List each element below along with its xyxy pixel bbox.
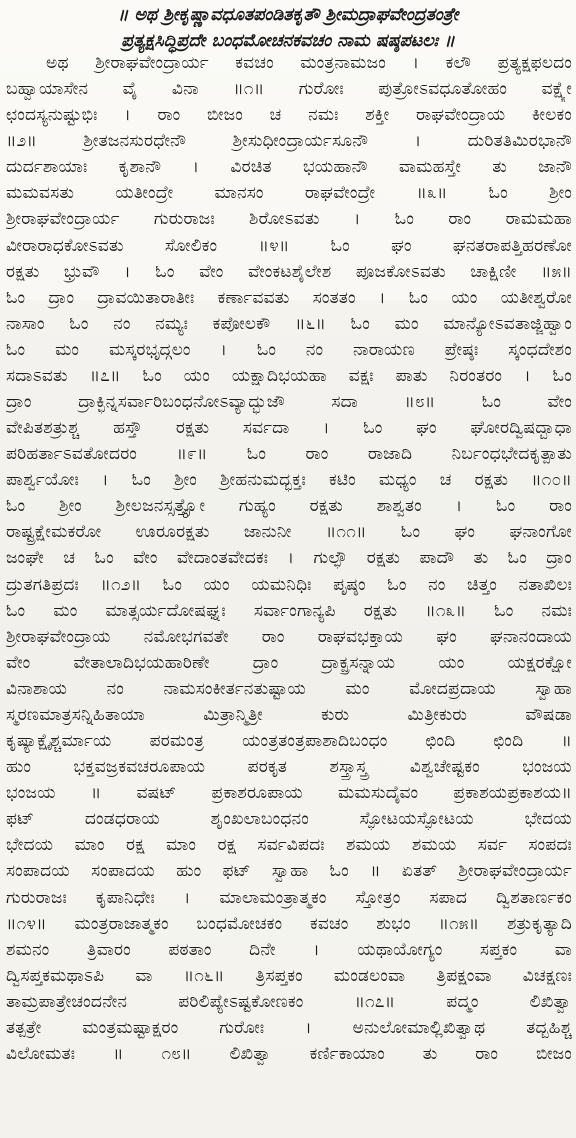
text-line: ರಾಷ್ಟ್ರಕ್ಷೇಮಕರೋ ಊರೂರಕ್ಷತು ಜಾನುನೀ ॥೧೧॥ ಓಂ ಘಂ ಘನಾಂಗೋ bbox=[6, 522, 572, 543]
text-line: ದ್ವಿಸಪ್ತಕಮಥಾಽಪಿ ವಾ ॥೧೬॥ ತ್ರಿಸಪ್ತಕಂ ಮಂಡಲಂವಾ ತ್ರಿಪಕ್ಷಂವಾ ವಿಚಕ್ಷಣಃ bbox=[6, 965, 572, 986]
text-line: ॥೧೪॥ ಮಂತ್ರರಾಜಾತ್ಮಕಂ ಬಂಧಮೋಚಕಂ ಕವಚಂ ಶುಭಂ ॥೧೫॥ ಶತ್ರುಕೃತ್ಯಾದಿ bbox=[6, 913, 572, 934]
text-line: ಪಾರ್ಶ್ವಯೋಃ । ಓಂ ಶ್ರೀಂ ಶ್ರೀಹನುಮದ್ಭಕ್ತಃ ಕಟಿಂ ಮಧ್ಯಂ ಚ ರಕ್ಷತು ॥೧೦॥ bbox=[6, 470, 572, 491]
text-line: ವೇಂ ವೇತಾಲಾದಿಭಯಹಾರಿಣೇ ದ್ರಾಂ ದ್ರಾಕ್ಪ್ರಸನ್ನಾಯ ಯಂ ಯಕ್ಷರಕ್ಷೋ bbox=[6, 652, 572, 673]
text-line: ಓಂ ಮಂ ಮಾತ್ಸರ್ಯದೋಷಘ್ನಃ ಸರ್ವಾಂಗಾನ್ಯಪಿ ರಕ್ಷತು ॥೧೩॥ ಓಂ ನಮಃ bbox=[6, 600, 572, 621]
text-line: ವೀರಾರಾಧಕೋಽವತು ಸೋಲಿಕಂ ॥೪॥ ಓಂ ಘಂ ಘನತರಾಪತ್ತಿಹರಣೋ bbox=[6, 235, 572, 256]
text-line: ಶಮನಂ ತ್ರಿವಾರಂ ಪಠತಾಂ ದಿನೇ । ಯಥಾಯೋಗ್ಯಂ ಸಪ್ತಕಂ ವಾ bbox=[6, 939, 572, 960]
text-line: ಓಂ ದ್ರಾಂ ದ್ರಾವಯಿತಾರಾತೀಃ ಕರ್ಣಾವವತು ಸಂತತಂ । ಓಂ ಯಂ ಯತೀಶ್ವರೋ bbox=[6, 287, 572, 308]
text-line: ಸ್ಮರಣಮಾತ್ರಸನ್ನಿಹಿತಾಯಾ ಮಿತ್ರಾನ್ಮಿತ್ರೀ ಕುರು ಮಿತ್ರೀಕುರು ವೌಷಡಾ bbox=[6, 704, 572, 725]
text-line: ದ್ರಾಂ ದ್ರಾಕ್ಛಿನ್ನಸರ್ವಾರಿಬಂಧನೋಽವ್ಯಾದ್ಭುಜೌ ಸದಾ ॥೮॥ ಓಂ ವೇಂ bbox=[6, 392, 572, 413]
text-line: ಶ್ರೀರಾಘವೇಂದ್ರಾಯ ನಮೋಭಗವತೇ ರಾಂ ರಾಘವಭಕ್ತಾಯ ಘಂ ಘನಾನಂದಾಯ bbox=[6, 626, 572, 647]
text-line: ॥೨॥ ಶ್ರೀತಜನಸುರಧೇನೌ ಶ್ರೀಸುಧೀಂದ್ರಾರ್ಯಸೂನೌ । ದುರಿತತಿಮಿರಭಾನೌ bbox=[6, 131, 572, 152]
text-line: ಗುರುರಾಜಃ ಕೃಪಾನಿಧೇಃ । ಮಾಲಾಮಂತ್ರಾತ್ಮಕಂ ಸ್ತೋತ್ರಂ ಸಪಾದ ದ್ವಿಶತಾರ್ಣಕಂ bbox=[6, 887, 572, 908]
text-line bbox=[6, 1067, 572, 1093]
text-line: ಓಂ ಮಂ ಮಸ್ಕರಭೃದ್ಗಲಂ । ಓಂ ನಂ ನಾರಾಯಣ ಪ್ರೇಷ್ಠಃ ಸ್ಕಂಧದೇಶಂ bbox=[6, 339, 572, 360]
text-line: ತಾಮ್ರಪಾತ್ರೇಚಂದನೇನ ಪರಿಲಿಪ್ಯೇಽಷ್ಟಕೋಣಕಂ ॥೧೭॥ ಪದ್ಮಂ ಲಿಖಿತ್ವಾ bbox=[6, 991, 572, 1012]
text-line: ಶ್ರೀರಾಘವೇಂದ್ರಾರ್ಯ ಗುರುರಾಜಃ ಶಿರೋಽವತು । ಓಂ ರಾಂ ರಾಮಮಹಾ bbox=[6, 209, 572, 230]
text-line: ಓಂ ಶ್ರೀಂ ಶ್ರೀಲಜನಸ್ಸತ್ಸ್ತ್ಯೋ ಗುಹ್ಯಂ ರಕ್ಷತು ಶಾಶ್ವತಂ । ಓಂ ರಾಂ bbox=[6, 496, 572, 517]
text-line: ವಿಲೋಮತಃ ॥ ೧೮॥ ಲಿಖಿತ್ವಾ ಕರ್ಣಿಕಾಯಾಂ ತು ರಾಂ ಬೀಜಂ bbox=[6, 1043, 572, 1064]
text-line: ಕೃಷ್ಯಾಕ್ಷೈಶ್ಚರ್ಮಾಯ ಪರಮಂತ್ರ ಯಂತ್ರತಂತ್ರಪಾಶಾದಿಬಂಧಂ ಛಿಂದಿ ಛಿಂದಿ ॥ bbox=[6, 731, 572, 752]
text-line: ತತ್ಪತ್ರೇ ಮಂತ್ರಮಷ್ಟಾಕ್ಷರಂ ಗುರೋಃ । ಅನುಲೋಮಾಲ್ಲಿಖಿತ್ವಾಥ ತದ್ಬಹಿಶ್ಚ bbox=[6, 1017, 572, 1038]
text-line: ನಾಸಾಂ ಓಂ ನಂ ನಮ್ಯಃ ಕಪೋಲಕೌ ॥೬॥ ಓಂ ಮಂ ಮಾನ್ಯೋಽವತಾಜ್ಜಿಹ್ವಾಂ bbox=[6, 313, 572, 334]
text-line: ಪರಿಹರ್ತಾಽವತೋದರಂ ॥೯॥ ಓಂ ರಾಂ ರಾಜಾದಿ ನಿರ್ಬಂಧಭೇದಕೃತ್ಪಾತು bbox=[6, 444, 572, 465]
text-line: ಜಂಘೇ ಚ ಓಂ ವೇಂ ವೇದಾಂತವೇದಕಃ । ಗುಲ್ಫೌ ರಕ್ಷತು ಪಾದೌ ತು ಓಂ ದ್ರಾಂ bbox=[6, 548, 572, 569]
text-line: ಸಂಪಾದಯ ಸಂಪಾದಯ ಹುಂ ಫಟ್ ಸ್ವಾಹಾ ಓಂ ॥ ಏತತ್ ಶ್ರೀರಾಘವೇಂದ್ರಾರ್ಯ bbox=[6, 861, 572, 882]
text-line: ದುರ್ದಶಾಯಾಃ ಕೃಶಾನೌ । ವಿರಚಿತ ಭಯಹಾನೌ ವಾಮಹಸ್ತೇ ತು ಜಾನೌ bbox=[6, 157, 572, 178]
text-line: ವೇಪಿತಶತ್ರುಶ್ಚ ಹಸ್ತೌ ರಕ್ಷತು ಸರ್ವದಾ । ಓಂ ಘಂ ಘೋರದ್ವಿಷದ್ಬಾಧಾ bbox=[6, 418, 572, 439]
text-line: ಹುಂ ಭಕ್ತವಜ್ರಕವಚರೂಪಾಯ ಪರಕೃತ ಶಸ್ತ್ರಾಸ್ತ್ರ ವಿಶ್ವಚೇಷ್ಟಕಂ ಭಂಜಯ bbox=[6, 757, 572, 778]
text-line: ಭಂಜಯ ॥ ವಷಟ್ ಪ್ರಕಾಶರೂಪಾಯ ಮಮಸುದೈವಂ ಪ್ರಕಾಶಯಪ್ರಕಾಶಯ॥ bbox=[6, 783, 572, 804]
text-line: ಛಂದಸ್ಯನುಷ್ಟುಭಿಃ । ರಾಂ ಬೀಜಂ ಚ ನಮಃ ಶಕ್ತೀ ರಾಘವೇಂದ್ರಾಯ ಕೀಲಕಂ bbox=[6, 105, 572, 126]
text-line: ಬಹ್ವಾಯಾಸೇನ ವೈ ವಿನಾ ॥೧॥ ಗುರೋಃ ಪುತ್ರೋಽವಧೂತೋಹಂ ವಕ್ಷ್ಯೇ bbox=[6, 79, 572, 100]
text-line: ವಿನಾಶಾಯ ನಂ ನಾಮಸಂಕೀರ್ತನತುಷ್ಟಾಯ ಮಂ ಮೋದಪ್ರದಾಯ ಸ್ವಾಹಾ bbox=[6, 678, 572, 699]
text-line: ರಕ್ಷತು ಭ್ರುವೌ । ಓಂ ವೇಂ ವೇಂಕಟಶೈಲೇಶ ಪೂಜಕೋಽವತು ಚಾಕ್ಷಿಣೀ ॥೫॥ bbox=[6, 261, 572, 282]
text-line: ಫಟ್ ದಂಡಧರಾಯ ಶೃಂಖಲಾಬಂಧನಂ ಸ್ಫೋಟಯಸ್ಫೋಟಯ ಭೇದಯ bbox=[6, 809, 572, 830]
chapter-heading-line-2: ಪ್ರತ್ಯಕ್ಷಸಿದ್ಧಿಪ್ರದೇ ಬಂಧಮೋಚನಕವಚಂ ನಾಮ ಷಷ್ಠಪಟಲಃ ॥ bbox=[121, 31, 455, 51]
text-line: ಸದಾಽವತು ॥೭॥ ಓಂ ಯಂ ಯಕ್ಷಾದಿಭಯಹಾ ವಕ್ಷಃ ಪಾತು ನಿರಂತರಂ । ಓಂ bbox=[6, 365, 572, 386]
chapter-heading-line-1: ॥ ಅಥ ಶ್ರೀಕೃಷ್ಣಾವಧೂತಪಂಡಿತಕೃತೌ ಶ್ರೀಮದ್ರಾಘವೇಂದ್ರತಂತ್ರೇ bbox=[117, 5, 459, 25]
text-line: ಮಮವಸತು ಯತೀಂದ್ರೇ ಮಾನಸಂ ರಾಘವೇಂದ್ರೇ ॥೩॥ ಓಂ ಶ್ರೀಂ bbox=[6, 183, 572, 204]
text-line: ಅಥ ಶ್ರೀರಾಘವೇಂದ್ರಾರ್ಯ ಕವಚಂ ಮಂತ್ರನಾಮಜಂ । ಕಲೌ ಪ್ರತ್ಯಕ್ಷಫಲದಂ bbox=[46, 53, 572, 73]
text-line: ದ್ರುತಗತಿಪ್ರದಃ ॥೧೨॥ ಓಂ ಯಂ ಯಮನಿಧಿಃ ಪೃಷ್ಠಂ ಓಂ ನಂ ಚಿತ್ತಂ ನತಾಖಿಲಃ bbox=[6, 574, 572, 595]
text-line: ಭೇದಯ ಮಾಂ ರಕ್ಷ ಮಾಂ ರಕ್ಷ ಸರ್ವವಿಪದಃ ಶಮಯ ಶಮಯ ಸರ್ವ ಸಂಪದಃ bbox=[6, 835, 572, 856]
verse-body bbox=[6, 50, 572, 1093]
